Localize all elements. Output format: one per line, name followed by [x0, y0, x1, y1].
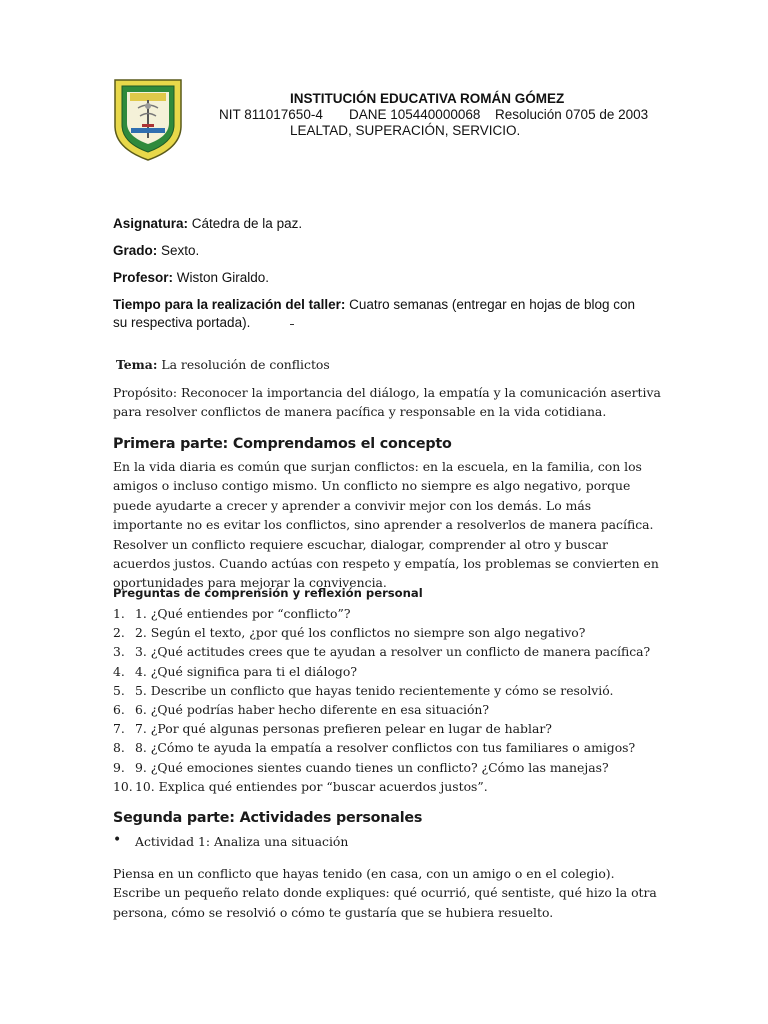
subject-label: Asignatura:: [113, 216, 189, 231]
question-number: 9.: [113, 759, 125, 775]
grade-line: [113, 243, 199, 258]
subject-value: Cátedra de la paz.: [188, 216, 303, 231]
question-text: 4. ¿Qué significa para ti el diálogo?: [135, 663, 357, 679]
activity-text: Actividad 1: Analiza una situación: [135, 834, 349, 849]
question-number: 5.: [113, 682, 125, 698]
question-text: 6. ¿Qué podrías haber hecho diferente en esa situación?: [135, 702, 490, 718]
question-item: [113, 719, 650, 738]
topic-label: Tema:: [116, 357, 158, 372]
question-text: 7. ¿Por qué algunas personas prefieren pelear en lugar de hablar?: [135, 721, 552, 737]
cursor-mark: [290, 314, 294, 325]
school-motto: LEALTAD, SUPERACIÓN, SERVICIO.: [290, 123, 521, 138]
question-item: [113, 758, 650, 777]
time-line: [113, 296, 643, 332]
bullet-icon: •: [113, 832, 122, 848]
question-item: [113, 738, 650, 757]
questions-heading: Preguntas de comprensión y reflexión personal: [113, 586, 423, 600]
question-number: 3.: [113, 644, 125, 660]
topic-value: La resolución de conflictos: [157, 357, 330, 372]
question-item: [113, 662, 650, 681]
question-item: [113, 642, 650, 661]
question-text: 1. ¿Qué entiendes por “conflicto”?: [135, 606, 351, 621]
question-item: [113, 604, 650, 623]
question-number: 6.: [113, 702, 125, 718]
part1-paragraph: En la vida diaria es común que surjan conflictos: en la escuela, en la familia, con los amigos o incluso contigo mismo. Un conflicto no siempre es algo negativo, porque puede ayudarte a crecer y aprender a convivir mejor con los demás. Lo más importante no es evitar los conflictos, sino aprender a resolverlos de manera pacífica. Resolver un conflicto requiere escuchar, dialogar, comprender al otro y buscar acuerdos justos. Cuando actúas con respeto y empatía, los problemas se convierten en oportunidades para mejorar la convivencia.: [113, 459, 659, 591]
subject-line: [113, 216, 302, 231]
grade-label: Grado:: [113, 243, 158, 258]
purpose-paragraph: Propósito: Reconocer la importancia del diálogo, la empatía y la comunicación asertiva para resolver conflictos de manera pacífica y responsable en la vida cotidiana.: [113, 385, 661, 420]
question-text: 5. Describe un conflicto que hayas tenido recientemente y cómo se resolvió.: [135, 682, 614, 698]
question-number: 7.: [113, 721, 125, 737]
teacher-label: Profesor:: [113, 270, 174, 285]
teacher-value: Wiston Giraldo.: [173, 270, 270, 285]
time-value: Cuatro semanas (entregar en hojas de blog con su respectiva portada).: [113, 297, 636, 330]
question-item: [113, 700, 650, 719]
school-crest-logo: [113, 78, 183, 162]
question-number: 1.: [113, 606, 125, 621]
resolution-number: Resolución 0705 de 2003: [495, 107, 649, 122]
activity-instructions: Piensa en un conflicto que hayas tenido (en casa, con un amigo o en el colegio). Escribe un pequeño relato donde expliques: qué ocurrió, qué sentiste, qué hizo la otra persona, cómo se resolvió o cómo te gustaría que se hubiera resuelto.: [113, 866, 657, 920]
dane-code: DANE 105440000068: [349, 107, 481, 122]
part2-heading: Segunda parte: Actividades personales: [113, 810, 423, 826]
teacher-line: [113, 270, 269, 285]
grade-value: Sexto.: [157, 243, 200, 258]
topic-line: [116, 355, 664, 374]
question-text: 9. ¿Qué emociones sientes cuando tienes un conflicto? ¿Cómo las manejas?: [135, 759, 609, 775]
question-text: 8. ¿Cómo te ayuda la empatía a resolver conflictos con tus familiares o amigos?: [135, 740, 636, 756]
school-name: INSTITUCIÓN EDUCATIVA ROMÁN GÓMEZ: [290, 91, 565, 106]
questions-list: [113, 604, 650, 796]
question-number: 2.: [113, 625, 125, 641]
time-label: Tiempo para la realización del taller:: [113, 297, 346, 312]
question-number: 10.: [113, 778, 133, 794]
question-number: 4.: [113, 663, 125, 679]
question-item: [113, 623, 650, 642]
question-text: 10. Explica qué entiendes por “buscar acuerdos justos”.: [135, 778, 488, 794]
question-text: 3. ¿Qué actitudes crees que te ayudan a resolver un conflicto de manera pacífica?: [135, 644, 651, 660]
question-item: [113, 777, 650, 796]
question-number: 8.: [113, 740, 125, 756]
question-text: 2. Según el texto, ¿por qué los conflictos no siempre son algo negativo?: [135, 625, 586, 641]
question-item: [113, 681, 650, 700]
nit-number: NIT 811017650-4: [219, 107, 323, 122]
part1-heading: Primera parte: Comprendamos el concepto: [113, 436, 452, 452]
